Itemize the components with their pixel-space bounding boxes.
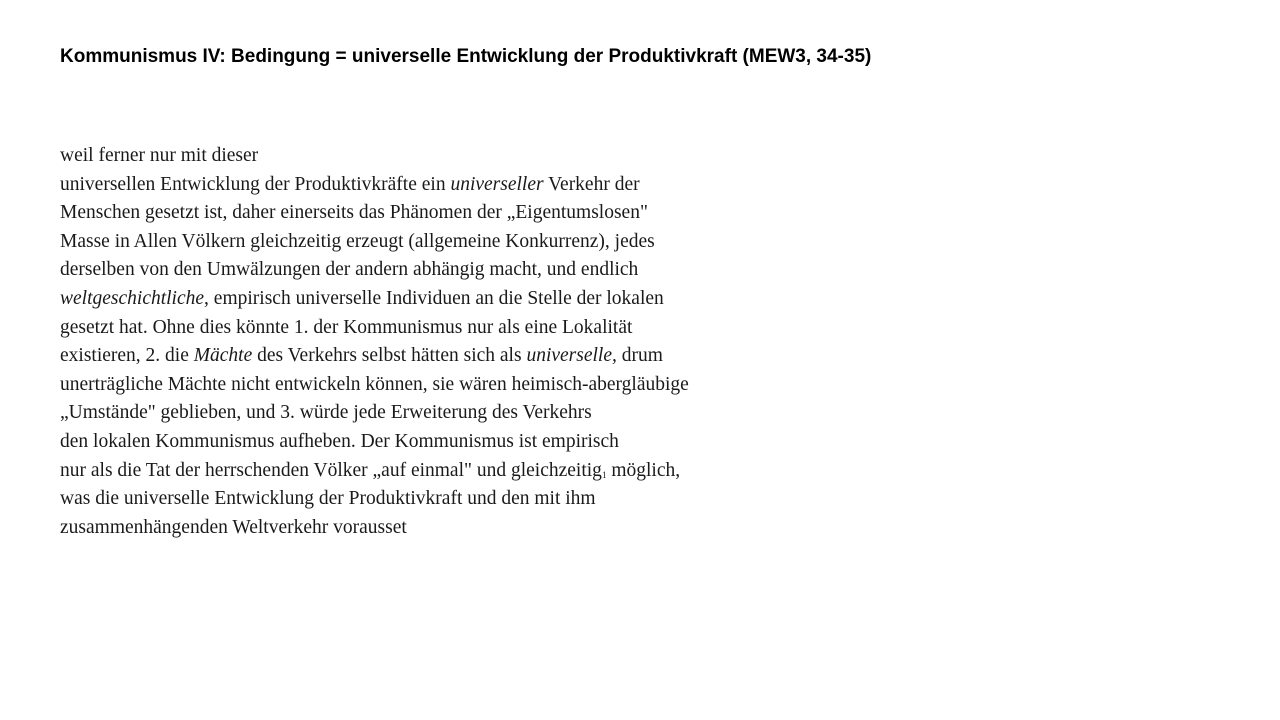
text-segment: existieren, 2. die bbox=[60, 345, 194, 367]
quote-line bbox=[60, 171, 689, 200]
footnote-marker: 1 bbox=[601, 469, 607, 480]
text-segment: zusammenhängenden Weltverkehr vorausset bbox=[60, 516, 407, 538]
slide-title: Kommunismus IV: Bedingung = universelle Entwicklung der Produktivkraft (MEW3, 34-35) bbox=[60, 46, 872, 67]
text-segment: Verkehr der bbox=[543, 173, 640, 195]
quote-line bbox=[60, 256, 689, 285]
emphasis-text: universeller bbox=[450, 173, 544, 195]
text-segment: möglich, bbox=[606, 459, 681, 481]
text-segment: gesetzt hat. Ohne dies könnte 1. der Kommunismus nur als eine Lokalität bbox=[60, 316, 633, 338]
text-segment: was die universelle Entwicklung der Produktivkraft und den mit ihm bbox=[60, 488, 596, 510]
quote-line bbox=[60, 199, 689, 228]
quote-line bbox=[60, 485, 689, 514]
text-segment: „Umstände" geblieben, und 3. würde jede Erweiterung des Verkehrs bbox=[60, 402, 592, 424]
quote-line bbox=[60, 142, 689, 171]
quote-line bbox=[60, 514, 689, 543]
text-segment: , empirisch universelle Individuen an die Stelle der lokalen bbox=[204, 287, 664, 309]
quote-line bbox=[60, 399, 689, 428]
emphasis-text: weltgeschichtliche bbox=[60, 287, 205, 309]
quote-text bbox=[60, 142, 689, 542]
text-segment: des Verkehrs selbst hätten sich als bbox=[252, 345, 527, 367]
text-segment: unerträgliche Mächte nicht entwickeln können, sie wären heimisch-abergläubige bbox=[60, 373, 689, 395]
quote-line bbox=[60, 457, 689, 486]
quote-line bbox=[60, 342, 689, 371]
text-segment: nur als die Tat der herrschenden Völker „auf einmal" und gleichzeitig bbox=[60, 459, 602, 481]
text-segment: den lokalen Kommunismus aufheben. Der Kommunismus ist empirisch bbox=[60, 430, 619, 452]
quote-line bbox=[60, 314, 689, 343]
quote-line bbox=[60, 285, 689, 314]
text-segment: drum bbox=[616, 345, 663, 367]
text-segment: weil ferner nur mit dieser bbox=[60, 145, 259, 166]
emphasis-text: universelle, bbox=[526, 345, 617, 367]
quote-line bbox=[60, 228, 689, 257]
quote-line bbox=[60, 428, 689, 457]
text-segment: universellen Entwicklung der Produktivkräfte ein bbox=[60, 173, 451, 195]
text-segment: Masse in Allen Völkern gleichzeitig erzeugt (allgemeine Konkurrenz), jedes bbox=[60, 230, 655, 252]
emphasis-text: Mächte bbox=[193, 345, 253, 367]
quote-line bbox=[60, 371, 689, 400]
text-segment: derselben von den Umwälzungen der andern abhängig macht, und endlich bbox=[60, 259, 639, 281]
text-segment: Menschen gesetzt ist, daher einerseits das Phänomen der „Eigentumslosen" bbox=[60, 202, 648, 224]
